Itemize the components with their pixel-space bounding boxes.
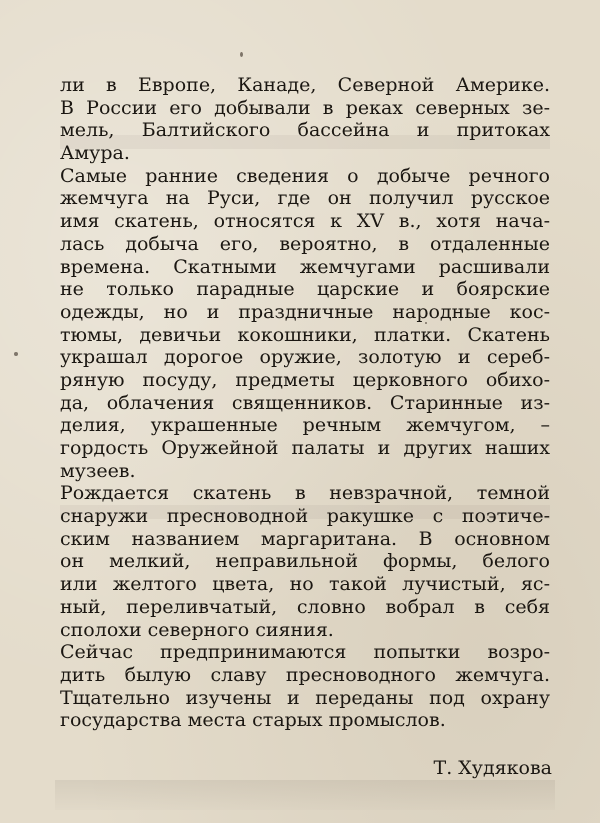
text-line: делия, украшенные речным жемчугом, –: [60, 414, 550, 437]
text-line: В России его добывали в реках северных зе-: [60, 96, 550, 119]
text-line: лась добыча его, вероятно, в отдаленные: [60, 232, 550, 255]
text-line: снаружи пресноводной ракушке с поэтиче-: [60, 505, 550, 528]
article-text: [60, 74, 550, 732]
author-signature: Т. Худякова: [433, 757, 552, 779]
text-line: не только парадные царские и боярские: [60, 278, 550, 301]
text-line: тюмы, девичьи кокошники, платки. Скатень: [60, 323, 550, 346]
text-line: ли в Европе, Канаде, Северной Америке.: [60, 74, 550, 96]
text-line: Самые ранние сведения о добыче речного: [60, 164, 550, 187]
text-line: времена. Скатными жемчугами расшивали: [60, 255, 550, 278]
text-line: сполохи северного сияния.: [60, 618, 334, 641]
text-line: дить былую славу пресноводного жемчуга.: [60, 663, 550, 686]
text-line: одежды, но и праздничные народные кос-: [60, 300, 550, 323]
text-line: да, облачения священников. Старинные из-: [60, 391, 550, 414]
text-line: Рождается скатень в невзрачной, темной: [60, 482, 550, 505]
text-line: гордость Оружейной палаты и других наших: [60, 437, 550, 459]
text-line: ряную посуду, предметы церковного обихо-: [60, 368, 550, 391]
text-line: музеев.: [60, 459, 136, 482]
text-line: имя скатень, относятся к XV в., хотя нача-: [60, 210, 550, 233]
text-line: украшал дорогое оружие, золотую и сереб-: [60, 346, 550, 369]
text-line: он мелкий, неправильной формы, белого: [60, 550, 550, 573]
text-line: Сейчас предпринимаются попытки возро-: [60, 641, 550, 664]
bleed-through-shadow: [55, 780, 555, 810]
text-line: Амура.: [60, 142, 130, 165]
text-line: ный, переливчатый, словно вобрал в себя: [60, 595, 550, 618]
text-line: жемчуга на Руси, где он получил русское: [60, 187, 550, 210]
ink-speck: [240, 52, 243, 57]
text-line: или желтого цвета, но такой лучистый, яс-: [60, 573, 550, 596]
text-line: ским названием маргаритана. В основном: [60, 527, 550, 550]
ink-speck: [14, 352, 18, 356]
text-line: государства места старых промыслов.: [60, 709, 446, 732]
text-line: Тщательно изучены и переданы под охрану: [60, 686, 550, 709]
text-line: мель, Балтийского бассейна и притоках: [60, 119, 550, 142]
